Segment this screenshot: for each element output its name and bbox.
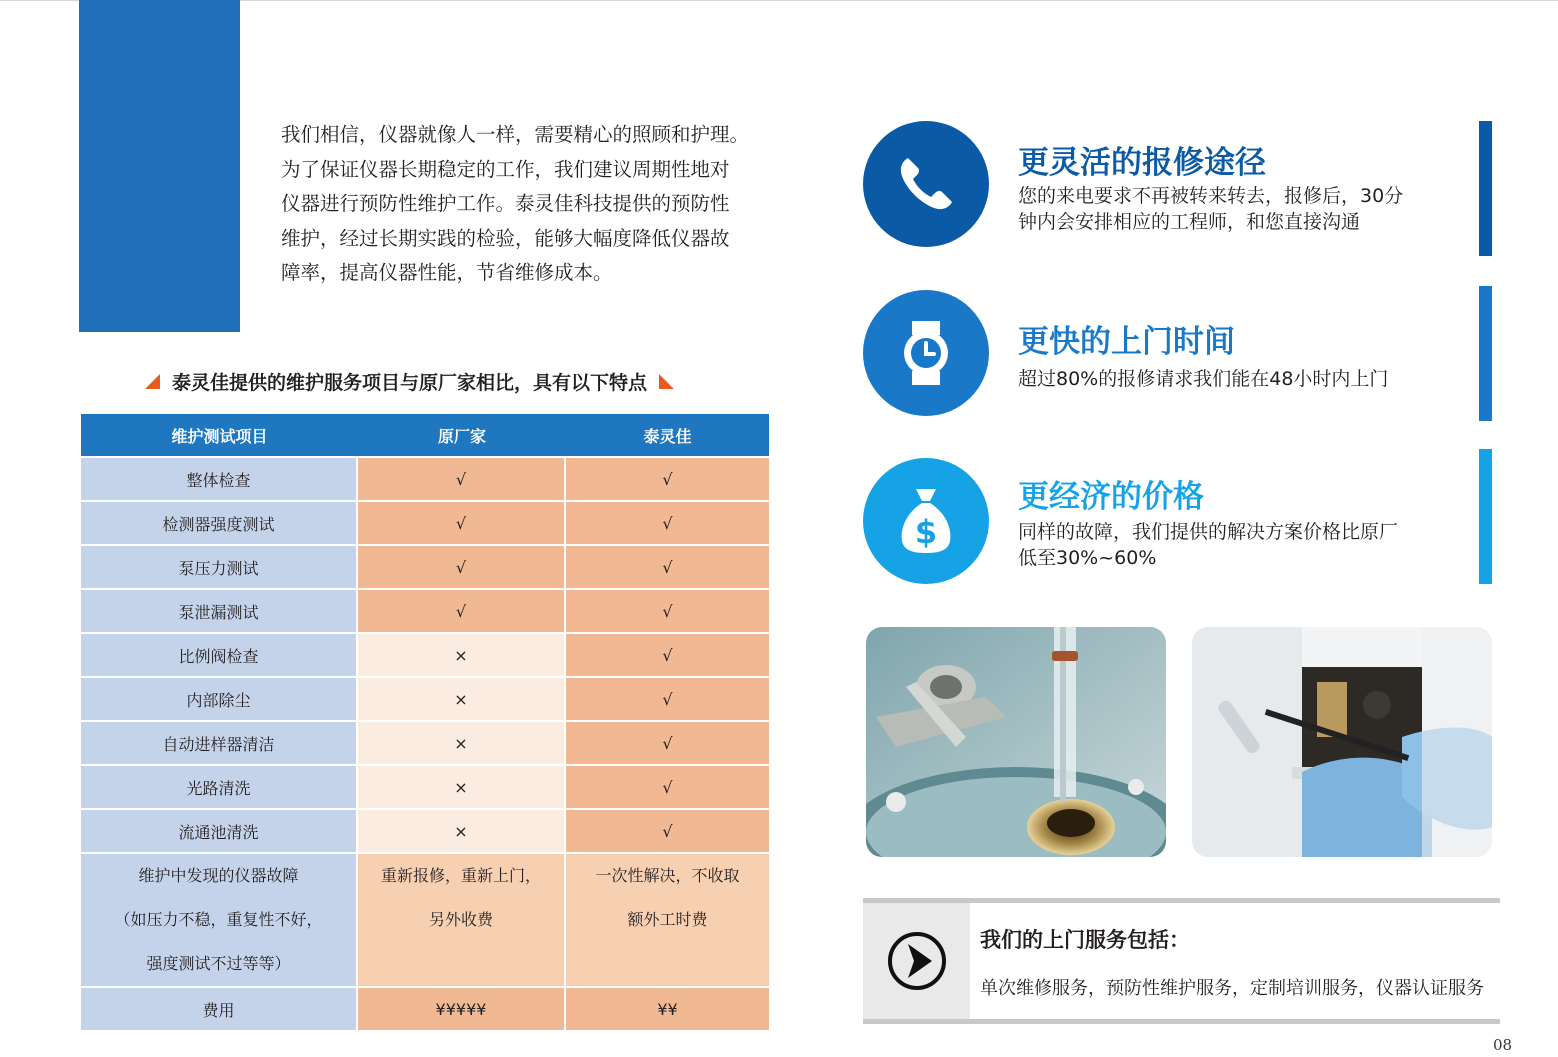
cell-oem: √ (358, 456, 566, 500)
cell-item: 费用 (81, 986, 358, 1030)
cell-oem: ¥¥¥¥¥ (358, 986, 566, 1030)
cell-tlj: ¥¥ (566, 986, 769, 1030)
feature-title: 更快的上门时间 (1018, 324, 1235, 360)
service-title: 我们的上门服务包括： (980, 928, 1190, 952)
table-row (81, 720, 769, 764)
cell-item: 整体检查 (81, 456, 358, 500)
cell-oem: √ (358, 500, 566, 544)
cell-item: 光路清洗 (81, 764, 358, 808)
comparison-table (81, 414, 769, 1030)
triangle-left-icon (145, 374, 160, 389)
cell-oem: √ (358, 544, 566, 588)
feature-economic-price (863, 449, 1493, 584)
header-tlj: 泰灵佳 (566, 414, 769, 456)
feature-desc-line: 钟内会安排相应的工程师，和您直接沟通 (1018, 211, 1361, 233)
cell-oem: × (358, 808, 566, 852)
feature-desc (1018, 183, 1448, 235)
service-icon-panel (863, 903, 970, 1019)
cell-tlj: √ (566, 764, 769, 808)
intro-line: 维护，经过长期实践的检验，能够大幅度降低仪器故 (281, 226, 730, 250)
cell-oem: √ (358, 588, 566, 632)
cell-line: 另外收费 (428, 910, 493, 929)
money-bag-icon (863, 458, 989, 584)
intro-line: 为了保证仪器长期稳定的工作，我们建议周期性地对 (281, 157, 730, 181)
cell-tlj: √ (566, 676, 769, 720)
cell-tlj (566, 852, 769, 986)
cell-item: 比例阀检查 (81, 632, 358, 676)
table-title-text: 泰灵佳提供的维护服务项目与原厂家相比，具有以下特点 (172, 371, 648, 394)
cell-tlj: √ (566, 500, 769, 544)
feature-title: 更经济的价格 (1018, 479, 1204, 515)
cell-line-empty (358, 942, 564, 986)
cell-line: 额外工时费 (627, 910, 708, 929)
watch-icon (863, 290, 989, 416)
cell-tlj: √ (566, 632, 769, 676)
cell-item: 泵压力测试 (81, 544, 358, 588)
cell-line: 维护中发现的仪器故障 (138, 866, 299, 885)
cell-tlj: √ (566, 544, 769, 588)
accent-bar (1479, 449, 1492, 584)
feature-repair-channel (863, 121, 1493, 256)
cell-oem (358, 852, 566, 986)
header-item: 维护测试项目 (81, 414, 358, 456)
cell-oem: × (358, 720, 566, 764)
intro-paragraph (281, 118, 771, 291)
page-number: 08 (1493, 1036, 1513, 1054)
cell-tlj: √ (566, 808, 769, 852)
table-header-row (81, 414, 769, 456)
table-row (81, 456, 769, 500)
table-title (145, 366, 674, 396)
feature-desc-line: 低至30%~60% (1018, 547, 1157, 569)
cell-line: 一次性解决，不收取 (595, 866, 740, 885)
triangle-right-icon (659, 374, 674, 389)
feature-desc (1018, 519, 1448, 571)
accent-bar (1479, 121, 1492, 256)
header-oem: 原厂家 (358, 414, 566, 456)
table-row-fault (81, 852, 769, 986)
cell-oem: × (358, 764, 566, 808)
cell-item: 内部除尘 (81, 676, 358, 720)
cell-tlj: √ (566, 720, 769, 764)
cell-line: 强度测试不过等等） (146, 954, 291, 973)
phone-icon (863, 121, 989, 247)
cell-item: 泵泄漏测试 (81, 588, 358, 632)
table-row (81, 676, 769, 720)
accent-bar (1479, 286, 1492, 421)
table-row (81, 632, 769, 676)
cell-item: 自动进样器清洁 (81, 720, 358, 764)
table-row (81, 544, 769, 588)
cell-item: 流通池清洗 (81, 808, 358, 852)
cell-line: 重新报修，重新上门， (380, 866, 541, 885)
cell-line-empty (566, 942, 769, 986)
table-row-cost (81, 986, 769, 1030)
cell-line: （如压力不稳，重复性不好， (114, 910, 323, 929)
intro-line: 障率，提高仪器性能，节省维修成本。 (281, 261, 613, 284)
decorative-blue-block (79, 0, 240, 332)
arrow-right-circle-icon (886, 930, 948, 992)
cell-oem: × (358, 676, 566, 720)
table-row (81, 764, 769, 808)
onsite-service-box (863, 898, 1500, 1026)
cell-tlj: √ (566, 588, 769, 632)
intro-line: 仪器进行预防性维护工作。泰灵佳科技提供的预防性 (281, 192, 730, 215)
divider-bottom (863, 1019, 1500, 1024)
service-desc: 单次维修服务，预防性维护服务，定制培训服务，仪器认证服务 (980, 978, 1484, 999)
feature-fast-onsite (863, 286, 1493, 421)
feature-desc-line: 您的来电要求不再被转来转去，报修后，30分 (1018, 185, 1404, 207)
table-row (81, 588, 769, 632)
svg-text:$: $ (914, 513, 938, 551)
cell-oem: × (358, 632, 566, 676)
cell-item (81, 852, 358, 986)
feature-desc-line: 同样的故障，我们提供的解决方案价格比原厂 (1018, 521, 1399, 543)
feature-title: 更灵活的报修途径 (1018, 145, 1266, 181)
feature-desc (1018, 366, 1448, 392)
feature-desc-line: 超过80%的报修请求我们能在48小时内上门 (1018, 368, 1389, 390)
cell-item: 检测器强度测试 (81, 500, 358, 544)
table-row (81, 500, 769, 544)
intro-line: 我们相信，仪器就像人一样，需要精心的照顾和护理。 (281, 123, 750, 146)
cell-tlj: √ (566, 456, 769, 500)
photo-maintenance (1192, 627, 1492, 857)
photo-autosampler (866, 627, 1166, 857)
table-row (81, 808, 769, 852)
